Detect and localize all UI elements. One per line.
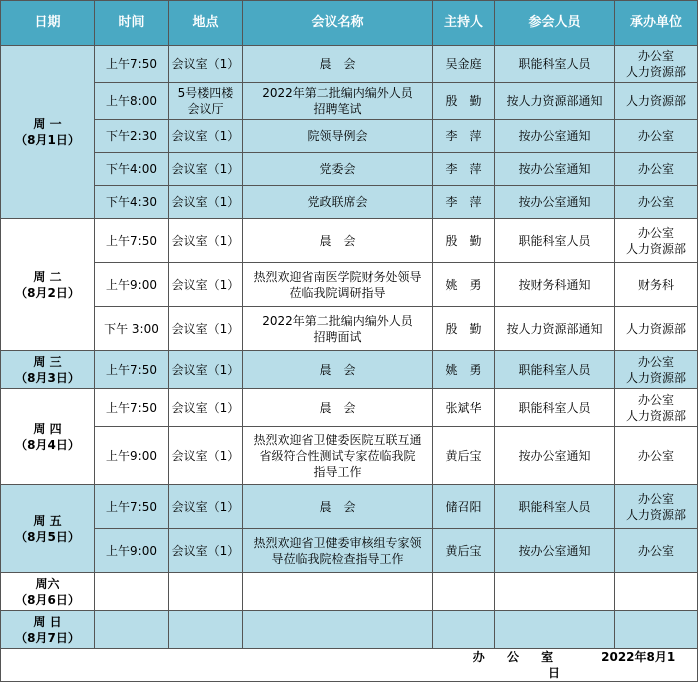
meeting-title-cell-line: 热烈欢迎省卫健委审核组专家领 — [253, 535, 422, 550]
attendees-cell: 职能科室人员 — [495, 219, 615, 263]
table-row — [1, 529, 698, 573]
host-cell: 黄后宝 — [433, 427, 495, 485]
meeting-title-cell — [243, 153, 433, 186]
header-date: 日期 — [1, 1, 95, 46]
host-cell: 李 萍 — [433, 153, 495, 186]
organizer-cell-line: 人力资源部 — [625, 507, 686, 522]
place-cell — [169, 307, 243, 351]
meeting-title-cell-line: 省级符合性测试专家莅临我院 — [259, 448, 416, 463]
place-cell-line: 5号楼四楼 — [177, 86, 234, 100]
date-label: （8月6日） — [15, 592, 80, 607]
meeting-title-cell-line: 招聘面试 — [313, 329, 362, 344]
attendees-cell: 职能科室人员 — [495, 46, 615, 83]
meeting-title-cell-line: 热烈欢迎省南医学院财务处领导 — [253, 269, 422, 284]
meeting-title-cell — [243, 83, 433, 120]
place-cell — [169, 485, 243, 529]
attendees-cell: 按办公室通知 — [495, 120, 615, 153]
organizer-cell-line: 办公室 — [637, 491, 674, 506]
weekday-label: 周 二 — [33, 269, 62, 284]
place-cell — [169, 83, 243, 120]
host-cell: 储召阳 — [433, 485, 495, 529]
table-row — [1, 263, 698, 307]
meeting-title-cell-line: 晨 会 — [319, 362, 356, 377]
organizer-cell-line: 财务科 — [637, 277, 674, 292]
place-cell-line: 会议室（1） — [171, 499, 240, 514]
table-row — [1, 120, 698, 153]
weekday-label: 周六 — [35, 576, 60, 591]
meeting-title-cell-line: 招聘笔试 — [313, 102, 362, 116]
attendees-cell — [495, 573, 615, 611]
header-title: 会议名称 — [243, 1, 433, 46]
weekday-label: 周 四 — [33, 421, 62, 436]
place-cell — [169, 263, 243, 307]
time-cell — [95, 573, 169, 611]
place-cell-line: 会议室（1） — [171, 162, 240, 176]
table-row — [1, 573, 698, 611]
organizer-cell-line: 人力资源部 — [625, 65, 686, 79]
place-cell — [169, 153, 243, 186]
meeting-title-cell-line: 党政联席会 — [307, 195, 368, 209]
organizer-cell-line: 办公室 — [637, 129, 674, 143]
host-cell: 李 萍 — [433, 186, 495, 219]
attendees-cell: 职能科室人员 — [495, 485, 615, 529]
meeting-title-cell-line: 党委会 — [319, 162, 356, 176]
weekday-label: 周 一 — [33, 117, 62, 131]
date-cell — [1, 611, 95, 649]
table-row — [1, 46, 698, 83]
organizer-cell-line: 人力资源部 — [625, 321, 686, 336]
organizer-cell — [615, 351, 698, 389]
organizer-cell — [615, 611, 698, 649]
meeting-title-cell — [243, 427, 433, 485]
footer-row — [1, 649, 698, 682]
meeting-title-cell-line: 晨 会 — [319, 400, 356, 415]
place-cell-line: 会议室（1） — [171, 321, 240, 336]
time-cell: 上午9:00 — [95, 529, 169, 573]
date-cell — [1, 389, 95, 485]
organizer-cell — [615, 263, 698, 307]
organizer-cell — [615, 83, 698, 120]
host-cell: 姚 勇 — [433, 351, 495, 389]
organizer-cell — [615, 186, 698, 219]
table-row — [1, 83, 698, 120]
table-row — [1, 153, 698, 186]
host-cell — [433, 573, 495, 611]
date-cell — [1, 219, 95, 351]
organizer-cell — [615, 485, 698, 529]
time-cell: 上午8:00 — [95, 83, 169, 120]
place-cell — [169, 351, 243, 389]
host-cell — [433, 611, 495, 649]
place-cell-line: 会议室（1） — [171, 400, 240, 415]
place-cell-line: 会议室（1） — [171, 277, 240, 292]
meeting-title-cell — [243, 120, 433, 153]
time-cell: 上午9:00 — [95, 427, 169, 485]
place-cell-line: 会议室（1） — [171, 543, 240, 558]
date-cell — [1, 46, 95, 219]
time-cell: 上午7:50 — [95, 46, 169, 83]
date-label: （8月3日） — [15, 370, 80, 385]
date-label: （8月1日） — [15, 133, 80, 147]
meeting-title-cell-line: 晨 会 — [319, 57, 356, 71]
table-row — [1, 219, 698, 263]
place-cell — [169, 427, 243, 485]
meeting-title-cell-line: 院领导例会 — [307, 129, 368, 143]
time-cell: 上午9:00 — [95, 263, 169, 307]
place-cell-line: 会议室（1） — [171, 233, 240, 248]
meeting-title-cell-line: 晨 会 — [319, 499, 356, 514]
place-cell — [169, 389, 243, 427]
time-cell: 上午7:50 — [95, 219, 169, 263]
place-cell — [169, 611, 243, 649]
meeting-title-cell — [243, 186, 433, 219]
place-cell-line: 会议室（1） — [171, 195, 240, 209]
place-cell — [169, 529, 243, 573]
host-cell: 殷 勤 — [433, 307, 495, 351]
organizer-cell-line: 办公室 — [637, 543, 674, 558]
organizer-cell-line: 办公室 — [637, 195, 674, 209]
organizer-cell-line: 办公室 — [637, 448, 674, 463]
schedule-body — [1, 46, 698, 649]
attendees-cell: 按人力资源部通知 — [495, 307, 615, 351]
weekday-label: 周 五 — [33, 513, 62, 528]
place-cell-line: 会议室（1） — [171, 57, 240, 71]
meeting-title-cell-line: 莅临我院调研指导 — [289, 285, 386, 300]
organizer-cell — [615, 46, 698, 83]
place-cell — [169, 120, 243, 153]
date-label: （8月4日） — [15, 437, 80, 452]
place-cell-line: 会议厅 — [187, 102, 224, 116]
time-cell: 上午7:50 — [95, 485, 169, 529]
meeting-title-cell-line: 晨 会 — [319, 233, 356, 248]
meeting-title-cell — [243, 573, 433, 611]
attendees-cell: 职能科室人员 — [495, 351, 615, 389]
date-cell — [1, 351, 95, 389]
organizer-cell-line: 办公室 — [637, 225, 674, 240]
place-cell — [169, 46, 243, 83]
table-row — [1, 186, 698, 219]
time-cell: 下午 3:00 — [95, 307, 169, 351]
place-cell — [169, 219, 243, 263]
organizer-cell-line: 办公室 — [637, 162, 674, 176]
meeting-title-cell — [243, 351, 433, 389]
organizer-cell — [615, 573, 698, 611]
host-cell: 殷 勤 — [433, 83, 495, 120]
time-cell: 下午2:30 — [95, 120, 169, 153]
attendees-cell — [495, 611, 615, 649]
time-cell — [95, 611, 169, 649]
meeting-title-cell-line: 指导工作 — [313, 464, 362, 479]
table-row — [1, 485, 698, 529]
organizer-cell — [615, 153, 698, 186]
organizer-cell-line: 人力资源部 — [625, 370, 686, 385]
attendees-cell: 按办公室通知 — [495, 186, 615, 219]
meeting-title-cell — [243, 529, 433, 573]
organizer-cell-line: 人力资源部 — [625, 94, 686, 108]
header-attendees: 参会人员 — [495, 1, 615, 46]
date-cell — [1, 573, 95, 611]
weekday-label: 周 三 — [33, 354, 62, 369]
table-row — [1, 307, 698, 351]
meeting-title-cell-line: 2022年第二批编内编外人员 — [262, 86, 413, 100]
organizer-cell — [615, 120, 698, 153]
meeting-title-cell — [243, 219, 433, 263]
meeting-title-cell — [243, 611, 433, 649]
date-cell — [1, 485, 95, 573]
footer-office: 办 公 室 — [472, 650, 562, 664]
host-cell: 李 萍 — [433, 120, 495, 153]
meeting-title-cell — [243, 307, 433, 351]
attendees-cell: 按财务科通知 — [495, 263, 615, 307]
organizer-cell-line: 人力资源部 — [625, 408, 686, 423]
header-time: 时间 — [95, 1, 169, 46]
header-org: 承办单位 — [615, 1, 698, 46]
meeting-title-cell-line: 2022年第二批编内编外人员 — [262, 313, 413, 328]
organizer-cell — [615, 529, 698, 573]
header-host: 主持人 — [433, 1, 495, 46]
weekday-label: 周 日 — [33, 614, 62, 629]
header-row — [1, 1, 698, 46]
table-row — [1, 351, 698, 389]
host-cell: 张斌华 — [433, 389, 495, 427]
time-cell: 下午4:00 — [95, 153, 169, 186]
table-row — [1, 611, 698, 649]
date-label: （8月7日） — [15, 630, 80, 645]
attendees-cell: 按办公室通知 — [495, 153, 615, 186]
organizer-cell-line: 办公室 — [637, 354, 674, 369]
footer-signature — [1, 649, 698, 682]
attendees-cell: 按人力资源部通知 — [495, 83, 615, 120]
meeting-title-cell-line: 热烈欢迎省卫健委医院互联互通 — [253, 432, 422, 447]
time-cell: 下午4:30 — [95, 186, 169, 219]
host-cell: 姚 勇 — [433, 263, 495, 307]
meeting-title-cell — [243, 389, 433, 427]
organizer-cell — [615, 219, 698, 263]
time-cell: 上午7:50 — [95, 351, 169, 389]
attendees-cell: 按办公室通知 — [495, 529, 615, 573]
organizer-cell-line: 办公室 — [637, 49, 674, 63]
time-cell: 上午7:50 — [95, 389, 169, 427]
meeting-title-cell — [243, 46, 433, 83]
date-label: （8月2日） — [15, 285, 80, 300]
attendees-cell: 按办公室通知 — [495, 427, 615, 485]
organizer-cell — [615, 427, 698, 485]
organizer-cell-line: 人力资源部 — [625, 241, 686, 256]
place-cell-line: 会议室（1） — [171, 362, 240, 377]
table-row — [1, 427, 698, 485]
host-cell: 黄后宝 — [433, 529, 495, 573]
organizer-cell — [615, 307, 698, 351]
host-cell: 殷 勤 — [433, 219, 495, 263]
place-cell — [169, 186, 243, 219]
meeting-title-cell — [243, 263, 433, 307]
place-cell-line: 会议室（1） — [171, 129, 240, 143]
place-cell — [169, 573, 243, 611]
footer-date: 2022年8月1日 — [547, 650, 676, 680]
meeting-title-cell-line: 导莅临我院检查指导工作 — [271, 551, 404, 566]
table-row — [1, 389, 698, 427]
meeting-title-cell — [243, 485, 433, 529]
organizer-cell-line: 办公室 — [637, 392, 674, 407]
attendees-cell: 职能科室人员 — [495, 389, 615, 427]
header-place: 地点 — [169, 1, 243, 46]
date-label: （8月5日） — [15, 529, 80, 544]
place-cell-line: 会议室（1） — [171, 448, 240, 463]
host-cell: 吴金庭 — [433, 46, 495, 83]
organizer-cell — [615, 389, 698, 427]
